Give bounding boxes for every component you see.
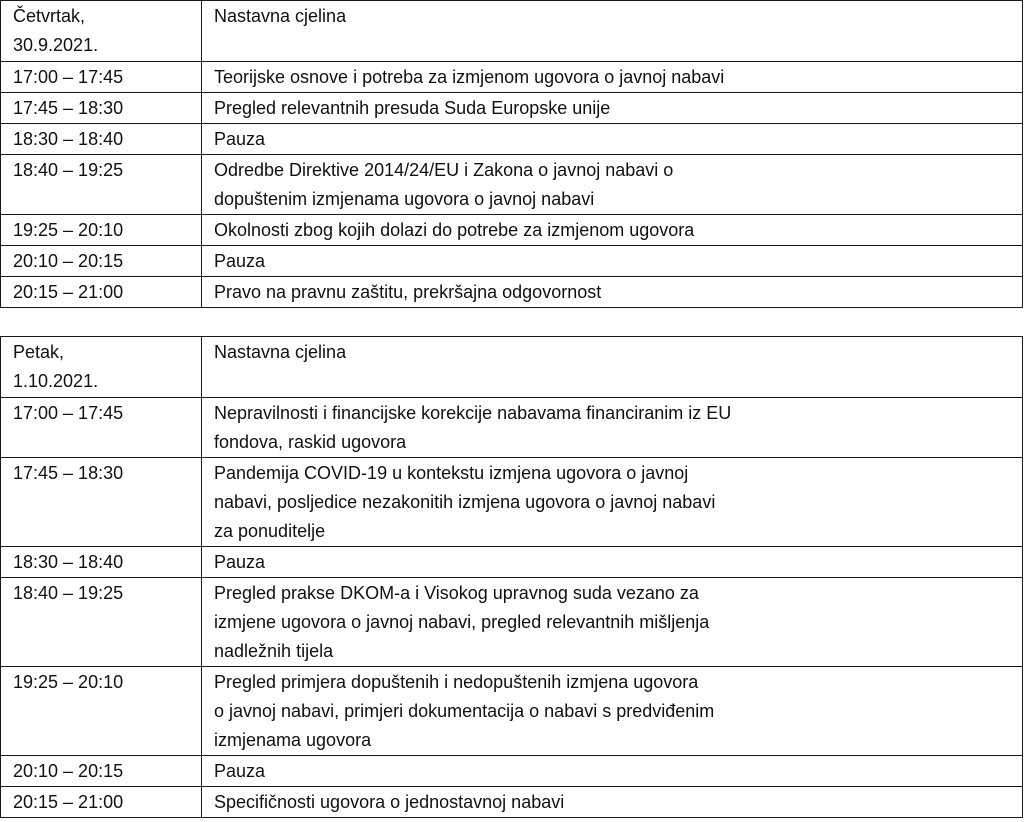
time-cell: 17:00 – 17:45 — [1, 398, 202, 458]
table-row — [1, 155, 1023, 215]
time-cell: 19:25 – 20:10 — [1, 215, 202, 246]
topic-line: nabavi, posljedice nezakonitih izmjena ugovora o javnoj nabavi — [214, 492, 716, 512]
topic-header: Nastavna cjelina — [202, 1, 1023, 62]
day-label: Petak, — [13, 342, 65, 362]
table-row — [1, 246, 1023, 277]
topic-line: Pandemija COVID-19 u kontekstu izmjena ugovora o javnoj — [214, 463, 689, 483]
time-cell: 20:10 – 20:15 — [1, 756, 202, 787]
time-cell: 18:30 – 18:40 — [1, 547, 202, 578]
topic-line: izmjenama ugovora — [214, 730, 372, 750]
topic-line: fondova, raskid ugovora — [214, 432, 407, 452]
topic-cell — [202, 215, 1023, 246]
topic-line: Pregled primjera dopuštenih i nedopuštenih izmjena ugovora — [214, 672, 699, 692]
topic-line: Pauza — [214, 251, 266, 271]
table-row — [1, 458, 1023, 547]
time-cell: 20:15 – 21:00 — [1, 787, 202, 818]
topic-line: Pravo na pravnu zaštitu, prekršajna odgovornost — [214, 282, 602, 302]
topic-line: Pregled prakse DKOM-a i Visokog upravnog suda vezano za — [214, 583, 699, 603]
schedule-table-thursday — [0, 0, 1023, 308]
topic-line: Teorijske osnove i potreba za izmjenom ugovora o javnoj nabavi — [214, 67, 725, 87]
time-cell: 18:30 – 18:40 — [1, 124, 202, 155]
time-cell: 17:45 – 18:30 — [1, 458, 202, 547]
table-row — [1, 547, 1023, 578]
header-row — [1, 337, 1023, 398]
table-row — [1, 578, 1023, 667]
table-row — [1, 398, 1023, 458]
topic-line: za ponuditelje — [214, 521, 326, 541]
topic-cell — [202, 155, 1023, 215]
topic-cell — [202, 277, 1023, 308]
topic-line: Okolnosti zbog kojih dolazi do potrebe za izmjenom ugovora — [214, 220, 695, 240]
day-label: Četvrtak, — [13, 6, 86, 26]
topic-cell — [202, 787, 1023, 818]
time-cell: 17:00 – 17:45 — [1, 62, 202, 93]
table-row — [1, 787, 1023, 818]
topic-line: izmjene ugovora o javnoj nabavi, pregled relevantnih mišljenja — [214, 612, 710, 632]
topic-cell — [202, 62, 1023, 93]
date-label: 1.10.2021. — [13, 371, 99, 391]
topic-line: Specifičnosti ugovora o jednostavnoj nabavi — [214, 792, 565, 812]
topic-line: o javnoj nabavi, primjeri dokumentacija o nabavi s predviđenim — [214, 701, 715, 721]
table-row — [1, 215, 1023, 246]
topic-line: Pauza — [214, 761, 266, 781]
topic-line: Pauza — [214, 129, 266, 149]
table-row — [1, 124, 1023, 155]
time-cell: 19:25 – 20:10 — [1, 667, 202, 756]
schedule-table-friday — [0, 336, 1023, 818]
time-cell: 17:45 – 18:30 — [1, 93, 202, 124]
topic-line: Pauza — [214, 552, 266, 572]
topic-cell — [202, 398, 1023, 458]
date-label: 30.9.2021. — [13, 35, 99, 55]
table-row — [1, 277, 1023, 308]
topic-line: Nepravilnosti i financijske korekcije nabavama financiranim iz EU — [214, 403, 732, 423]
time-cell: 20:15 – 21:00 — [1, 277, 202, 308]
topic-line: Odredbe Direktive 2014/24/EU i Zakona o javnoj nabavi o — [214, 160, 674, 180]
topic-cell — [202, 246, 1023, 277]
table-row — [1, 93, 1023, 124]
header-row — [1, 1, 1023, 62]
topic-line: nadležnih tijela — [214, 641, 334, 661]
topic-cell — [202, 756, 1023, 787]
time-cell: 20:10 – 20:15 — [1, 246, 202, 277]
topic-cell — [202, 124, 1023, 155]
day-cell — [1, 1, 202, 62]
topic-header: Nastavna cjelina — [202, 337, 1023, 398]
table-row — [1, 667, 1023, 756]
topic-cell — [202, 93, 1023, 124]
topic-cell — [202, 547, 1023, 578]
topic-cell — [202, 578, 1023, 667]
topic-cell — [202, 667, 1023, 756]
topic-line: Pregled relevantnih presuda Suda Europske unije — [214, 98, 611, 118]
time-cell: 18:40 – 19:25 — [1, 155, 202, 215]
time-cell: 18:40 – 19:25 — [1, 578, 202, 667]
table-row — [1, 62, 1023, 93]
table-row — [1, 756, 1023, 787]
topic-line: dopuštenim izmjenama ugovora o javnoj nabavi — [214, 189, 595, 209]
day-cell — [1, 337, 202, 398]
topic-cell — [202, 458, 1023, 547]
